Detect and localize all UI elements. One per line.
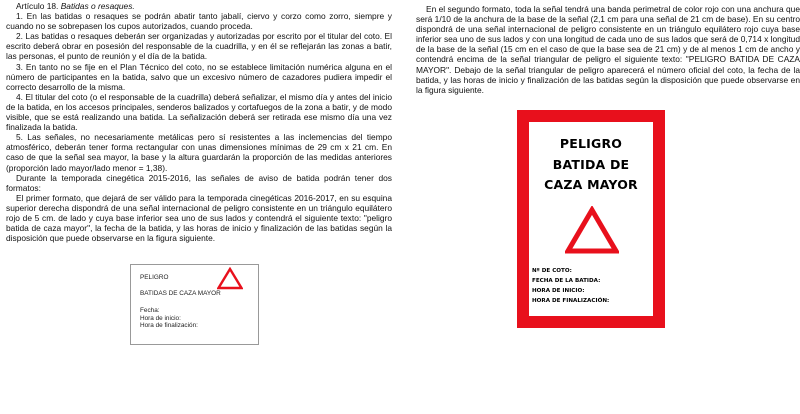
small-sign-title: PELIGRO — [140, 274, 169, 281]
article-heading — [6, 1, 392, 11]
first-format-sign — [130, 264, 259, 345]
small-sign-fields — [140, 307, 198, 330]
article-title: Batidas o resaques. — [60, 1, 135, 11]
paragraph-5: 5. Las señales, no necesariamente metálicas pero sí resistentes a las inclemencias del tiempo atmosférico, deberán tener forma rectangular con unas dimensiones mínimas de 29 cm x 21 cm. En caso de que la señal sea mayor, la base y la altura guardarán la proporción de las medidas anteriores (proporción lado mayor/lado menor = 1,38). — [6, 132, 392, 173]
small-sign-field-date: Fecha: — [140, 307, 160, 314]
small-sign-subtitle: BATIDAS DE CAZA MAYOR — [140, 290, 221, 297]
small-sign-field-end: Hora de finalización: — [140, 322, 198, 329]
article-number: Artículo 18. — [16, 1, 61, 11]
big-sign-field-start: HORA DE INICIO: — [532, 288, 585, 294]
big-sign-field-date: FECHA DE LA BATIDA: — [532, 278, 601, 284]
warning-triangle-icon — [565, 206, 619, 254]
paragraph-first-format: El primer formato, que dejará de ser válido para la temporada cinegéticas 2016-2017, en su esquina superior derecha dispondrá de una señal internacional de peligro consistente en un triángulo equilátero rojo de 5 cm. de lado y cuya base inferior sea uno de sus lados y contendrá el siguiente texto: "peligro batida de caza mayor", la fecha de la batida, y las horas de inicio y finalización de las batidas según la disposición que puede observarse en la figura siguiente. — [6, 192, 392, 244]
paragraph-4: 4. El titular del coto (o el responsable de la cuadrilla) deberá señalizar, el mismo día y antes del inicio de la batida, en los accesos principales, senderos balizados y cortafuegos de la zona a batir, y de modo visible, que se está realizando una batida. La señalización deberá ser retirada ese mismo día una vez finalizada la batida. — [6, 91, 392, 133]
paragraph-1: 1. En las batidas o resaques se podrán abatir tanto jabalí, ciervo y corzo como zorro, siempre y cuando no se sobrepasen los cupos autorizados, cuando proceda. — [6, 11, 392, 32]
second-format-sign — [517, 110, 665, 328]
big-sign-fields — [532, 266, 609, 306]
big-sign-title-line-2: BATIDA DE — [552, 156, 630, 172]
right-column — [416, 4, 800, 95]
paragraph-2: 2. Las batidas o resaques deberán ser organizadas y autorizadas por escrito por el titular del coto. El escrito deberá obrar en posesión del responsable de la cuadrilla, y en él se reflejarán las zonas a batir, las personas, el punto de reunión y el día de la batida. — [6, 31, 392, 62]
sign-inner-panel — [529, 122, 653, 316]
left-column — [6, 1, 392, 243]
paragraph-second-format: En el segundo formato, toda la señal tendrá una banda perimetral de color rojo con una anchura que será 1/10 de la anchura de la base de la señal (2,1 cm para una señal de 21 cm de base). En su centro dispondrá de una señal internacional de peligro consistente en un triángulo equilátero rojo cuya base inferior sea uno de sus lados y con una longitud de cada uno de sus lados que será de 0,714 x longitud de la base de la señal (15 cm en el caso de que la base sea de 21 cm) y de al menos 1 cm de ancho y contendrá encima de la señal triangular de peligro el siguiente texto: "PELIGRO BATIDA DE CAZA MAYOR". Debajo de la señal triangular de peligro aparecerá el número oficial del coto, la fecha de la batida, y las horas de inicio y finalización de las batidas según la disposición que puede observarse en la figura siguiente. — [416, 4, 800, 95]
big-sign-title-line-1: PELIGRO — [559, 136, 623, 151]
paragraph-formats: Durante la temporada cinegética 2015-2016, las señales de aviso de batida podrán tener dos formatos: — [6, 172, 392, 193]
big-sign-title-line-3: CAZA MAYOR — [544, 177, 638, 192]
big-sign-field-end: HORA DE FINALIZACIÓN: — [532, 298, 610, 304]
paragraph-3: 3. En tanto no se fije en el Plan Técnico del coto, no se establece limitación numérica alguna en el número de participantes en la batida, salvo que un excesivo número de cazadores pudiera impedir el correcto desarrollo de la misma. — [6, 61, 392, 92]
warning-triangle-icon — [217, 267, 243, 290]
small-sign-field-start: Hora de inicio: — [140, 314, 181, 322]
big-sign-title — [529, 134, 653, 196]
big-sign-field-coto: Nº DE COTO: — [532, 268, 572, 274]
